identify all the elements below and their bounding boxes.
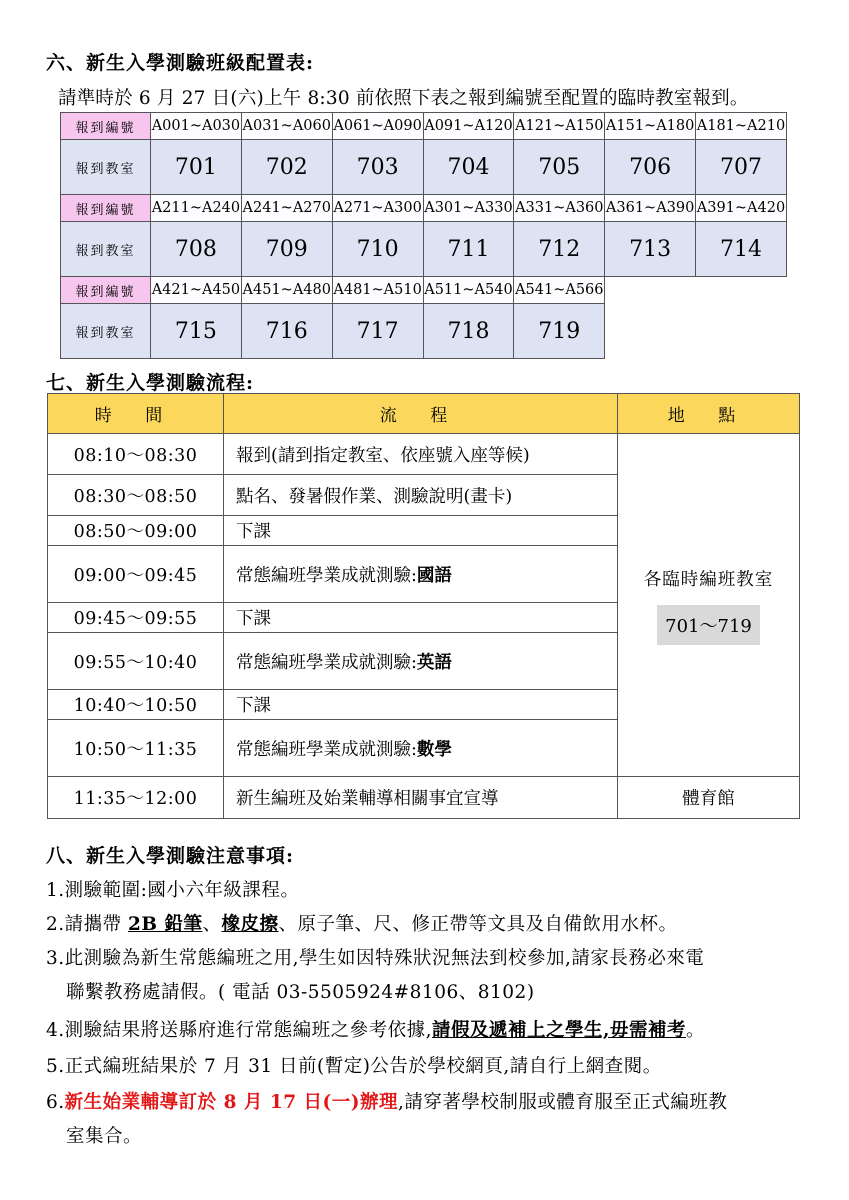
room-number-cell: 705 xyxy=(514,140,605,195)
flow-text: 常態編班學業成就測驗: xyxy=(236,652,417,673)
section8-heading: 八、新生入學測驗注意事項: xyxy=(46,845,295,867)
room-number-cell: 712 xyxy=(514,222,605,277)
room-number-cell: 703 xyxy=(332,140,423,195)
note-text: 測驗結果將送縣府進行常態編班之參考依據, xyxy=(64,1020,433,1041)
col-header-place: 地 點 xyxy=(618,394,800,434)
col-header-flow: 流 程 xyxy=(224,394,618,434)
code-range-cell: A211~A240 xyxy=(151,195,242,222)
empty-cell xyxy=(605,277,696,304)
flow-cell: 點名、發暑假作業、測驗說明(畫卡) xyxy=(224,475,618,516)
no-makeup-exam-notice: 請假及遞補上之學生,毋需補考 xyxy=(432,1020,686,1041)
note-text: 、原子筆、尺、修正帶等文具及自備飲用水杯。 xyxy=(278,914,678,935)
room-row-label: 報到教室 xyxy=(61,222,151,277)
flow-cell: 報到(請到指定教室、依座號入座等候) xyxy=(224,434,618,475)
room-number-cell: 719 xyxy=(514,304,605,359)
note-text-continued: 聯繫教務處請假。( 電話 03-5505924#8106、8102) xyxy=(66,982,535,1003)
item-eraser: 橡皮擦 xyxy=(221,914,279,935)
room-number-cell: 706 xyxy=(605,140,696,195)
code-range-cell: A271~A300 xyxy=(332,195,423,222)
subject-name: 數學 xyxy=(416,739,452,760)
code-range-cell: A301~A330 xyxy=(423,195,514,222)
note-text: 測驗範圍:國小六年級課程。 xyxy=(64,880,300,901)
code-range-cell: A541~A566 xyxy=(514,277,605,304)
code-range-cell: A451~A480 xyxy=(241,277,332,304)
table-row xyxy=(48,777,800,819)
note-text: 。 xyxy=(686,1020,706,1041)
room-row xyxy=(61,140,787,195)
code-range-cell: A181~A210 xyxy=(696,113,787,140)
note-text: 、 xyxy=(202,914,222,935)
flow-cell: 下課 xyxy=(224,516,618,546)
code-row xyxy=(61,195,787,222)
code-range-cell: A481~A510 xyxy=(332,277,423,304)
room-row xyxy=(61,304,787,359)
note-6 xyxy=(46,1088,727,1148)
code-range-cell: A331~A360 xyxy=(514,195,605,222)
empty-cell xyxy=(605,304,696,359)
flow-text: 常態編班學業成就測驗: xyxy=(236,565,417,586)
flow-cell: 下課 xyxy=(224,690,618,720)
note-number: 1. xyxy=(46,880,65,901)
room-number-cell: 715 xyxy=(151,304,242,359)
note-number: 2. xyxy=(46,914,65,935)
place-room-range: 701～719 xyxy=(657,605,760,645)
flow-cell xyxy=(224,720,618,777)
time-cell: 08:30～08:50 xyxy=(48,475,224,516)
note-text: 正式編班結果於 7 月 31 日前(暫定)公告於學校網頁,請自行上網查閱。 xyxy=(64,1056,662,1077)
orientation-date-notice: 新生始業輔導訂於 8 月 17 日(一)辦理 xyxy=(64,1092,399,1113)
flow-cell xyxy=(224,546,618,603)
section6-intro: 請準時於 6 月 27 日(六)上午 8:30 前依照下表之報到編號至配置的臨時教室報到。 xyxy=(58,88,749,109)
code-range-cell: A361~A390 xyxy=(605,195,696,222)
table-row xyxy=(48,434,800,475)
subject-name: 英語 xyxy=(416,652,452,673)
note-text: 此測驗為新生常態編班之用,學生如因特殊狀況無法到校參加,請家長務必來電 xyxy=(64,948,705,969)
code-row-label: 報到編號 xyxy=(61,277,151,304)
note-1 xyxy=(46,876,299,902)
schedule-header-row xyxy=(48,394,800,434)
flow-cell: 下課 xyxy=(224,603,618,633)
code-range-cell: A511~A540 xyxy=(423,277,514,304)
time-cell: 09:45～09:55 xyxy=(48,603,224,633)
note-number: 3. xyxy=(46,948,65,969)
col-header-time: 時 間 xyxy=(48,394,224,434)
code-range-cell: A001~A030 xyxy=(151,113,242,140)
code-range-cell: A031~A060 xyxy=(241,113,332,140)
section7-heading: 七、新生入學測驗流程: xyxy=(46,372,255,394)
place-label: 各臨時編班教室 xyxy=(643,569,774,590)
classroom-table xyxy=(60,112,787,359)
time-cell: 10:50～11:35 xyxy=(48,720,224,777)
subject-name: 國語 xyxy=(416,565,452,586)
time-cell: 11:35～12:00 xyxy=(48,777,224,819)
empty-cell xyxy=(696,277,787,304)
room-number-cell: 713 xyxy=(605,222,696,277)
section6-heading: 六、新生入學測驗班級配置表: xyxy=(46,52,315,74)
note-number: 6. xyxy=(46,1092,65,1113)
note-4 xyxy=(46,1016,705,1042)
room-number-cell: 709 xyxy=(241,222,332,277)
note-2 xyxy=(46,910,678,936)
room-number-cell: 716 xyxy=(241,304,332,359)
code-row xyxy=(61,277,787,304)
time-cell: 08:50～09:00 xyxy=(48,516,224,546)
room-row-label: 報到教室 xyxy=(61,304,151,359)
flow-cell xyxy=(224,633,618,690)
room-number-cell: 710 xyxy=(332,222,423,277)
item-2b-pencil: 2B 鉛筆 xyxy=(128,914,203,935)
code-range-cell: A151~A180 xyxy=(605,113,696,140)
place-cell-classrooms xyxy=(618,434,800,777)
room-number-cell: 707 xyxy=(696,140,787,195)
code-range-cell: A061~A090 xyxy=(332,113,423,140)
note-text: ,請穿著學校制服或體育服至正式編班教 xyxy=(398,1092,728,1113)
time-cell: 09:00～09:45 xyxy=(48,546,224,603)
schedule-table xyxy=(47,393,800,819)
note-5 xyxy=(46,1052,662,1078)
empty-cell xyxy=(696,304,787,359)
note-text-continued: 室集合。 xyxy=(66,1126,143,1147)
flow-text: 常態編班學業成就測驗: xyxy=(236,739,417,760)
room-number-cell: 704 xyxy=(423,140,514,195)
place-cell-gym: 體育館 xyxy=(618,777,800,819)
code-range-cell: A421~A450 xyxy=(151,277,242,304)
room-row-label: 報到教室 xyxy=(61,140,151,195)
time-cell: 08:10～08:30 xyxy=(48,434,224,475)
note-number: 5. xyxy=(46,1056,65,1077)
time-cell: 10:40～10:50 xyxy=(48,690,224,720)
code-range-cell: A121~A150 xyxy=(514,113,605,140)
room-number-cell: 702 xyxy=(241,140,332,195)
note-text: 請攜帶 xyxy=(64,914,129,935)
room-number-cell: 714 xyxy=(696,222,787,277)
code-range-cell: A091~A120 xyxy=(423,113,514,140)
room-number-cell: 717 xyxy=(332,304,423,359)
room-number-cell: 708 xyxy=(151,222,242,277)
note-3 xyxy=(46,944,704,1004)
code-row-label: 報到編號 xyxy=(61,195,151,222)
room-number-cell: 701 xyxy=(151,140,242,195)
code-range-cell: A241~A270 xyxy=(241,195,332,222)
code-row xyxy=(61,113,787,140)
note-number: 4. xyxy=(46,1020,65,1041)
code-range-cell: A391~A420 xyxy=(696,195,787,222)
room-number-cell: 718 xyxy=(423,304,514,359)
time-cell: 09:55～10:40 xyxy=(48,633,224,690)
room-number-cell: 711 xyxy=(423,222,514,277)
room-row xyxy=(61,222,787,277)
flow-cell: 新生編班及始業輔導相關事宜宣導 xyxy=(224,777,618,819)
code-row-label: 報到編號 xyxy=(61,113,151,140)
